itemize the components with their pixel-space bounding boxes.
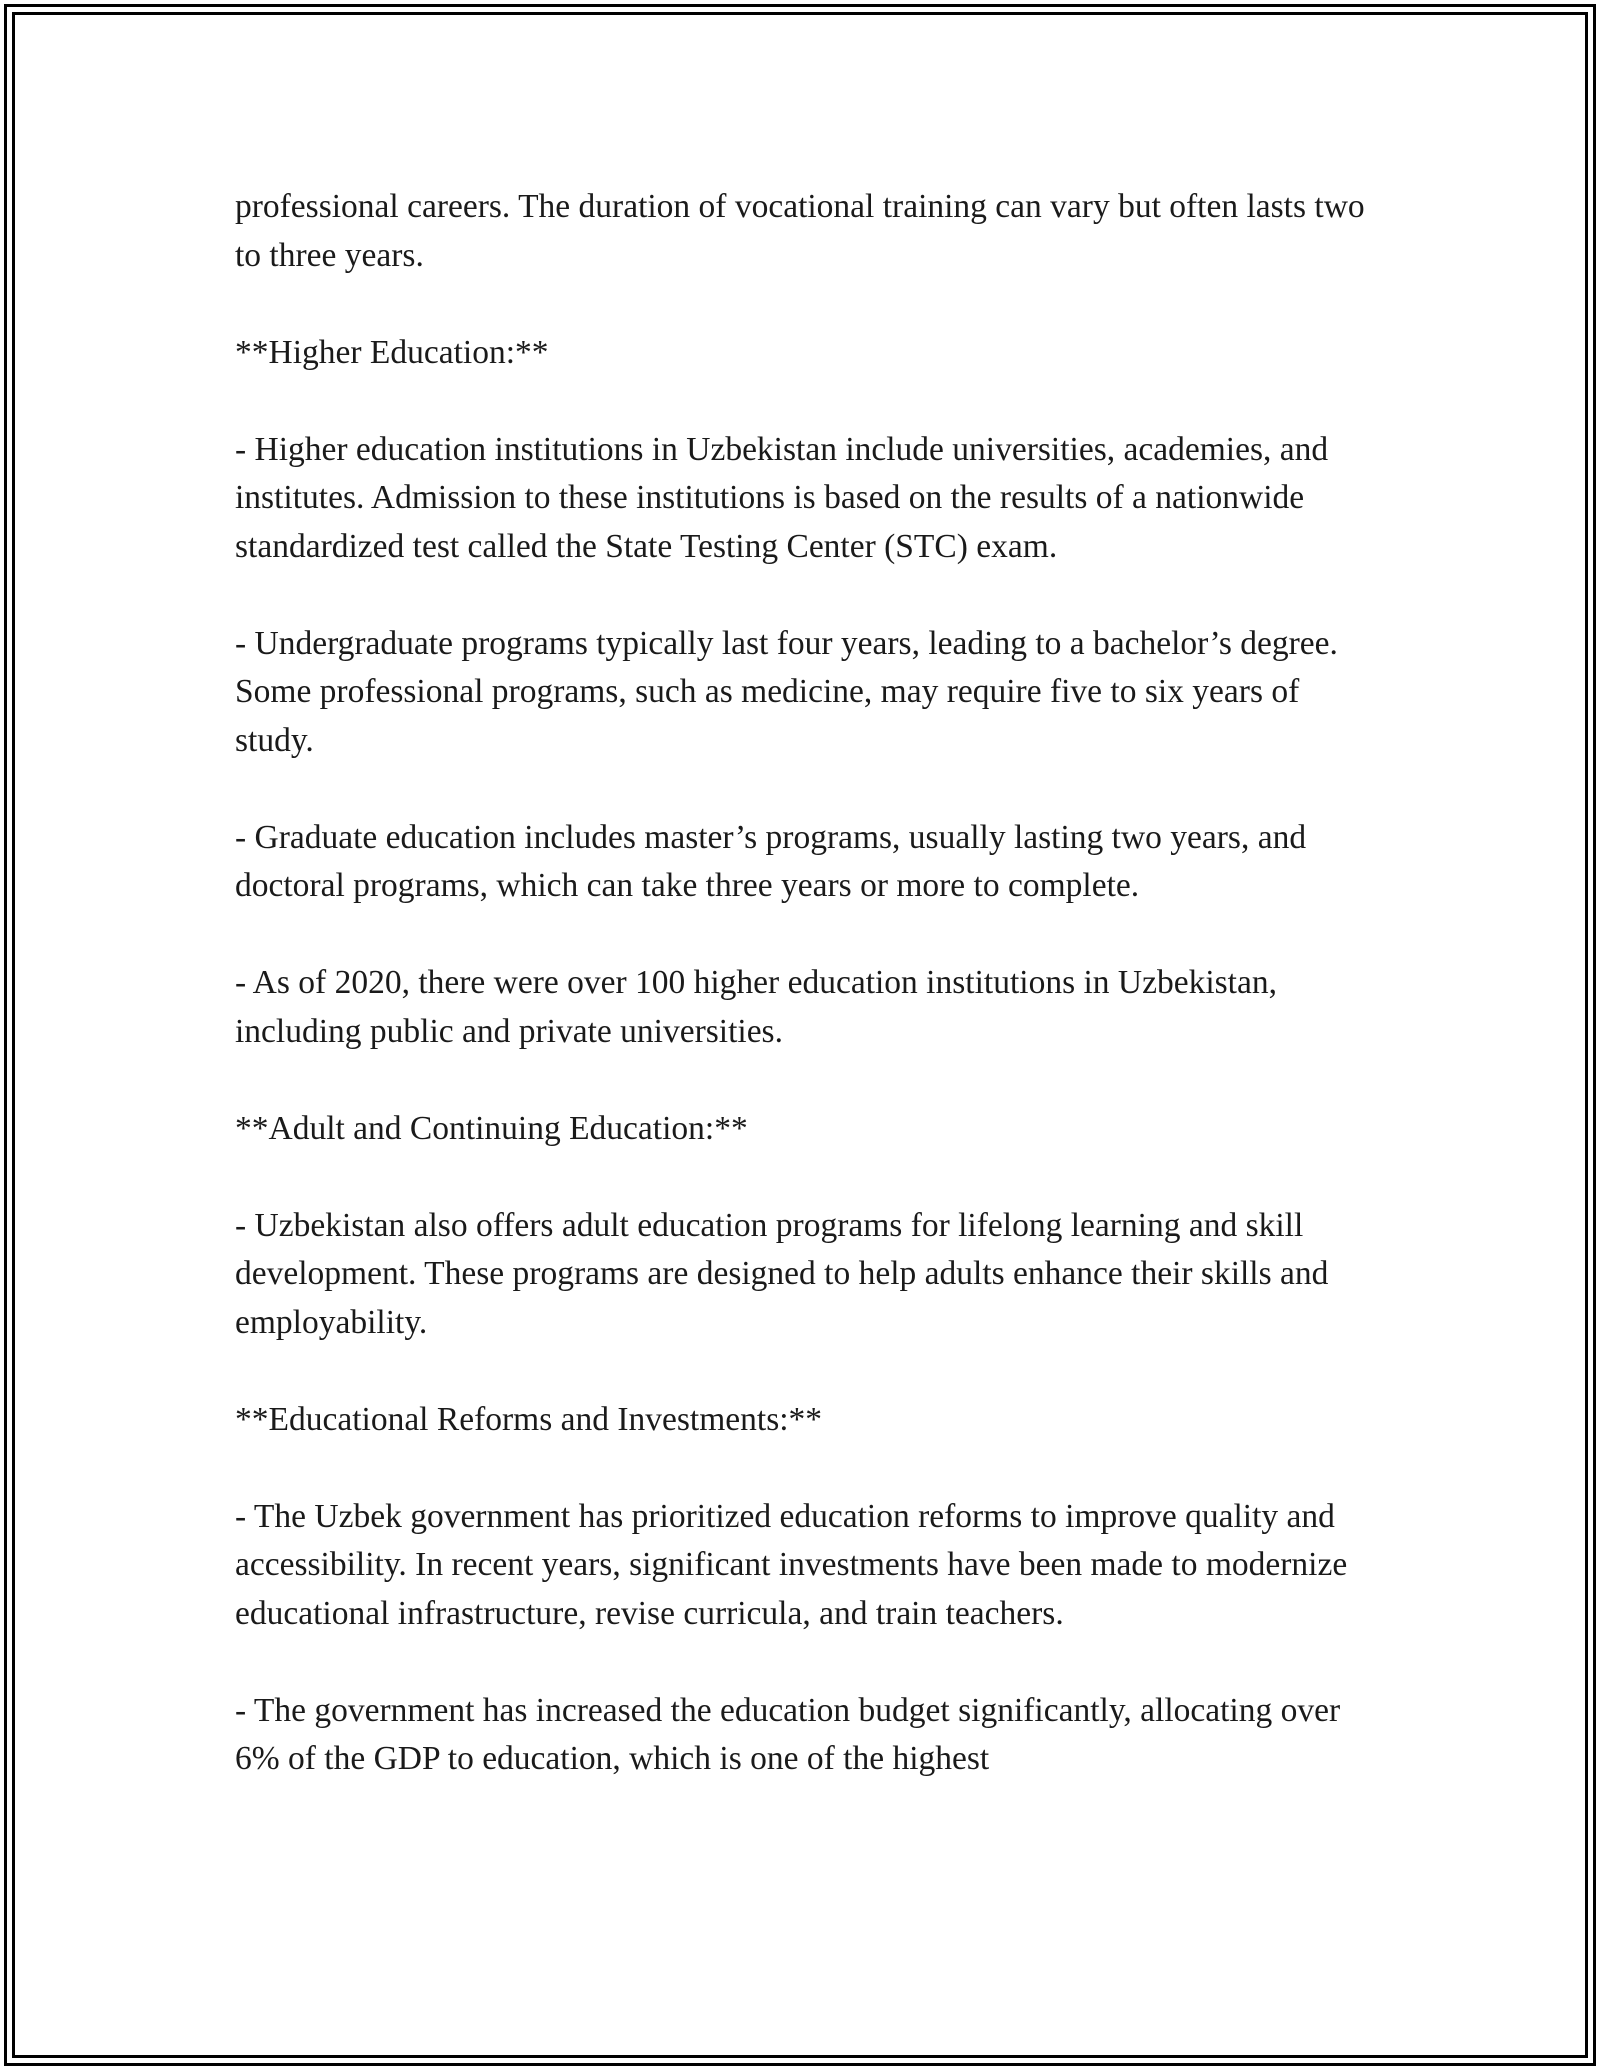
paragraph-institution-count: - As of 2020, there were over 100 higher education institutions in Uzbekistan, including public and private universities. [235,964,1277,1050]
heading-higher-education: **Higher Education:** [235,333,549,371]
document-body [235,183,1375,1784]
paragraph-higher-institutions: - Higher education institutions in Uzbekistan include universities, academies, and institutes. Admission to these institutions is based on the results of a nationwide standardized test called the State Testing Center (STC) exam. [235,430,1329,565]
paragraph-vocational-duration: professional careers. The duration of vocational training can vary but often lasts two to three years. [235,188,1365,274]
paragraph-reforms: - The Uzbek government has prioritized education reforms to improve quality and accessibility. In recent years, significant investments have been made to modernize educational infrastructure, revise curricula, and train teachers. [235,1497,1348,1632]
paragraph-budget: - The government has increased the education budget significantly, allocating over 6% of the GDP to education, which is one of the highest [235,1691,1341,1777]
paragraph-undergraduate: - Undergraduate programs typically last four years, leading to a bachelor’s degree. Some professional programs, such as medicine, may require five to six years of study. [235,624,1338,759]
heading-adult-education: **Adult and Continuing Education:** [235,1109,748,1147]
heading-reforms-investments: **Educational Reforms and Investments:** [235,1400,823,1438]
paragraph-adult-programs: - Uzbekistan also offers adult education programs for lifelong learning and skill development. These programs are designed to help adults enhance their skills and employability. [235,1206,1329,1341]
paragraph-graduate: - Graduate education includes master’s programs, usually lasting two years, and doctoral programs, which can take three years or more to complete. [235,818,1307,904]
